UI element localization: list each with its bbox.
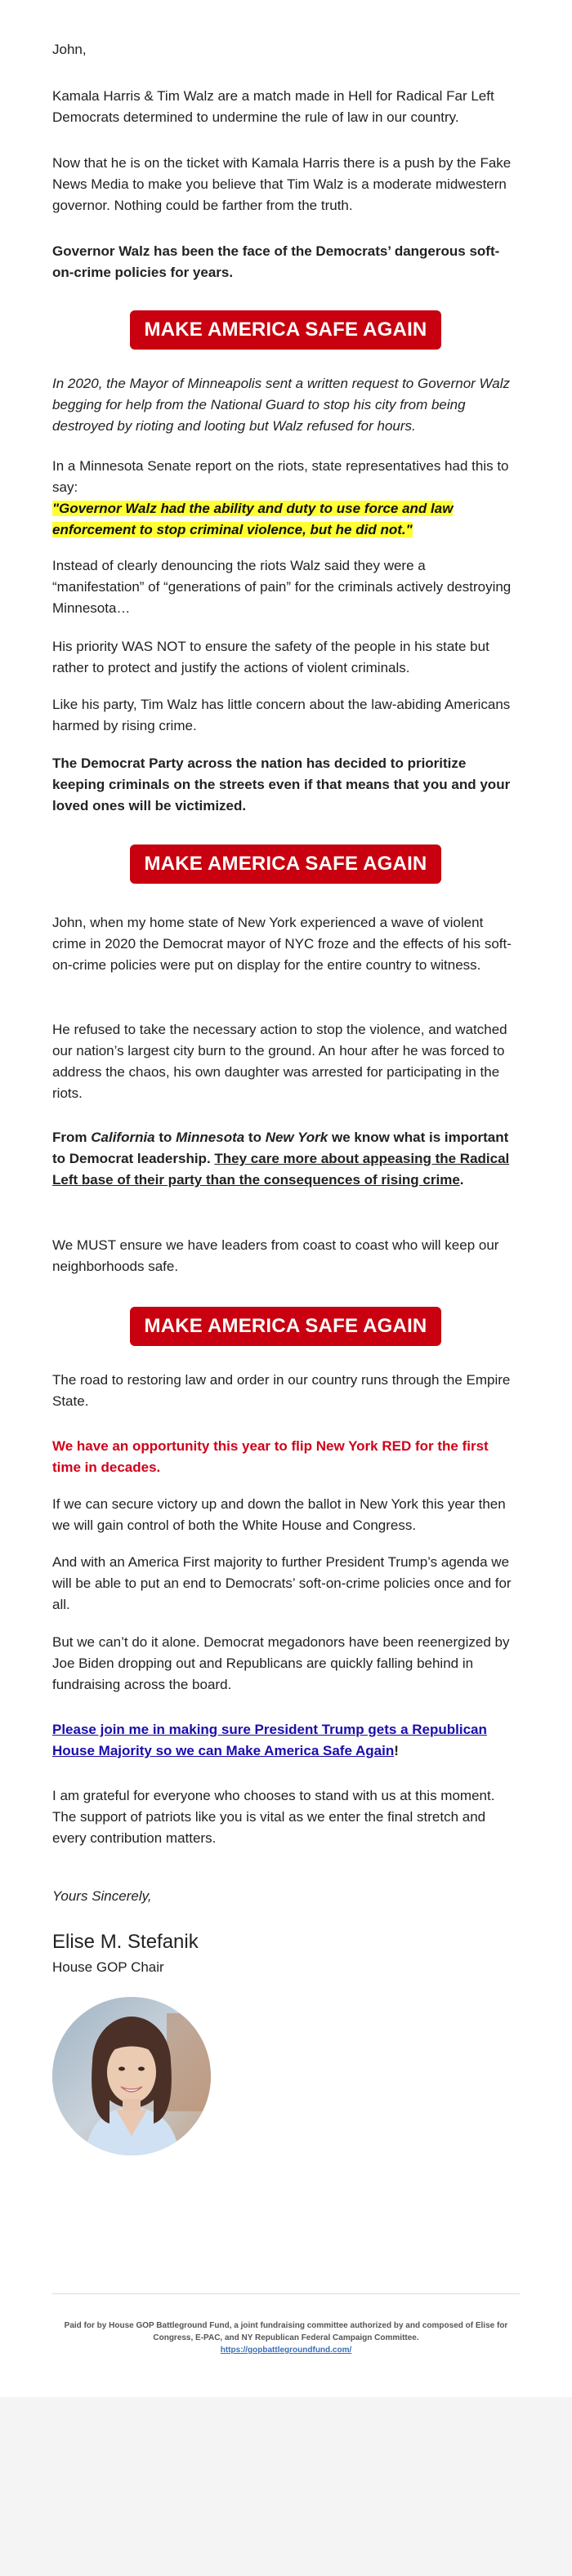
paragraph-flip-new-york-red: We have an opportunity this year to flip New York RED for the first time in decades. bbox=[52, 1438, 489, 1475]
paragraph-like-his-party: Like his party, Tim Walz has little concern about the law-abiding Americans harmed by rising crime. bbox=[52, 697, 511, 733]
paragraph-democrat-party: The Democrat Party across the nation has decided to prioritize keeping criminals on the streets even if that means that you and your loved ones will be victimized. bbox=[52, 755, 511, 813]
paragraph-grateful: I am grateful for everyone who chooses to stand with us at this moment. The support of patriots like you is vital as we enter the final stretch and every contribution matters. bbox=[52, 1788, 495, 1846]
text-from: From bbox=[52, 1130, 92, 1145]
text-democrat-leadership: we know what is important to Democrat leadership. bbox=[52, 1130, 509, 1166]
paragraph-new-york: John, when my home state of New York experienced a wave of violent crime in 2020 the Democrat mayor of NYC froze and the effects of his soft-on-crime policies were put on display for the entire country to witness. bbox=[52, 915, 512, 973]
paragraph-empire-state: The road to restoring law and order in our country runs through the Empire State. bbox=[52, 1372, 511, 1409]
underlined-statement: They care more about appeasing the Radical Left base of their party than the consequences of rising crime bbox=[52, 1151, 510, 1188]
paragraph-intro: Kamala Harris & Tim Walz are a match made in Hell for Radical Far Left Democrats determined to undermine the rule of law in our country. bbox=[52, 88, 494, 125]
text-california: California bbox=[91, 1130, 155, 1145]
republican-majority-link[interactable]: Please join me in making sure President Trump gets a Republican House Majority so we can Make America Safe Again bbox=[52, 1722, 487, 1758]
paragraph-walz-face: Governor Walz has been the face of the Democrats’ dangerous soft-on-crime policies for years. bbox=[52, 243, 500, 280]
highlighted-quote: "Governor Walz had the ability and duty to use force and law enforcement to stop criminal violence, but he did not." bbox=[52, 501, 454, 537]
footer bbox=[52, 2320, 520, 2356]
text-period: . bbox=[459, 1172, 464, 1188]
senate-report-intro: In a Minnesota Senate report on the riots, state representatives had this to say: bbox=[52, 458, 509, 495]
make-america-safe-again-button[interactable]: MAKE AMERICA SAFE AGAIN bbox=[130, 310, 441, 350]
paragraph-denouncing: Instead of clearly denouncing the riots Walz said they were a “manifestation” of “generations of pain” for the criminals actively destroying Minnesota… bbox=[52, 558, 512, 616]
paragraph-cant-do-it-alone: But we can’t do it alone. Democrat megadonors have been reenergized by Joe Biden dropping out and Republicans are quickly falling behind in fundraising across the board. bbox=[52, 1634, 510, 1692]
signature-name: Elise M. Stefanik bbox=[52, 1931, 199, 1953]
text-to: to bbox=[154, 1130, 177, 1145]
exclamation-mark: ! bbox=[394, 1743, 399, 1758]
footer-divider bbox=[52, 2293, 520, 2294]
portrait-image bbox=[52, 1997, 211, 2155]
text-new-york: New York bbox=[265, 1130, 328, 1145]
make-america-safe-again-button[interactable]: MAKE AMERICA SAFE AGAIN bbox=[130, 845, 441, 884]
paragraph-call-to-action bbox=[52, 1719, 520, 1762]
paragraph-secure-victory: If we can secure victory up and down the ballot in New York this year then we will gain control of both the White House and Congress. bbox=[52, 1496, 506, 1533]
paragraph-senate-report bbox=[52, 456, 520, 541]
avatar bbox=[52, 1997, 211, 2155]
paragraph-america-first: And with an America First majority to further President Trump’s agenda we will be able to put an end to Democrats’ soft-on-crime policies once and for all. bbox=[52, 1554, 512, 1612]
greeting: John, bbox=[52, 42, 87, 57]
footer-disclaimer: Paid for by House GOP Battleground Fund, a joint fundraising committee authorized by and composed of Elise for Congress, E-PAC, and NY Republican Federal Campaign Committee. bbox=[64, 2321, 508, 2342]
paragraph-refused: He refused to take the necessary action to stop the violence, and watched our nation’s largest city burn to the ground. An hour after he was forced to address the chaos, his own daughter was arrested for participating in the riots. bbox=[52, 1022, 507, 1101]
text-minnesota: Minnesota bbox=[176, 1130, 245, 1145]
footer-website-link[interactable]: https://gopbattlegroundfund.com/ bbox=[220, 2346, 352, 2355]
paragraph-must-ensure: We MUST ensure we have leaders from coast to coast who will keep our neighborhoods safe. bbox=[52, 1237, 499, 1274]
paragraph-minneapolis: In 2020, the Mayor of Minneapolis sent a written request to Governor Walz begging for help from the National Guard to stop his city from being destroyed by rioting and looting but Walz refused for hours. bbox=[52, 376, 511, 434]
paragraph-coast-to-coast bbox=[52, 1127, 520, 1191]
paragraph-priority: His priority WAS NOT to ensure the safety of the people in his state but rather to protect and justify the actions of violent criminals. bbox=[52, 639, 489, 675]
closing: Yours Sincerely, bbox=[52, 1888, 152, 1904]
signature-title: House GOP Chair bbox=[52, 1959, 164, 1975]
paragraph-fake-news: Now that he is on the ticket with Kamala Harris there is a push by the Fake News Media to make you believe that Tim Walz is a moderate midwestern governor. Nothing could be farther from the truth. bbox=[52, 155, 512, 213]
text-to: to bbox=[244, 1130, 266, 1145]
make-america-safe-again-button[interactable]: MAKE AMERICA SAFE AGAIN bbox=[130, 1307, 441, 1346]
